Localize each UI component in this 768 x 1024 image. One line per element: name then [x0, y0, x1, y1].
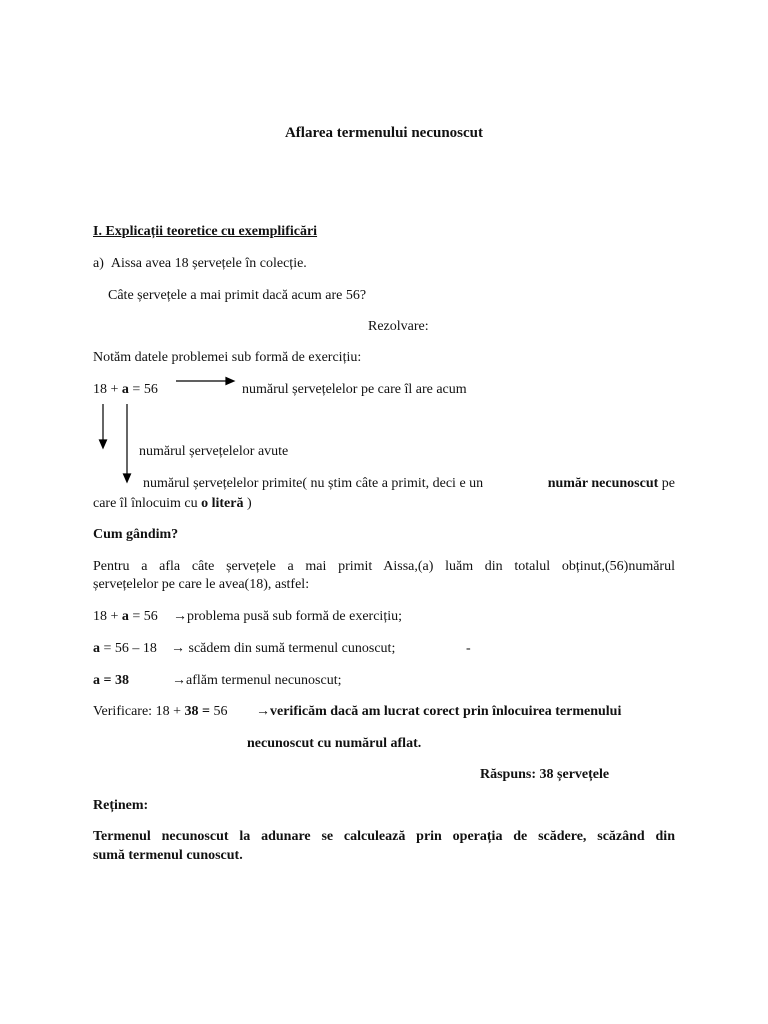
- step-3: a = 38: [93, 673, 129, 688]
- problem-line-2: Câte șervețele a mai primit dacă acum are 56?: [108, 288, 367, 303]
- label-unknown-number: număr necunoscut: [547, 476, 659, 491]
- answer: Răspuns: 38 șervețele: [480, 767, 610, 782]
- arrow-down-icon: [124, 404, 131, 482]
- label-letter: o literă: [201, 496, 244, 511]
- page-title: Aflarea termenului necunoscut: [284, 125, 484, 141]
- step-1-note: →problema pusă sub formă de exercițiu;: [173, 609, 402, 624]
- label-close-paren: ): [246, 496, 252, 511]
- label-received-text-2: care îl înlocuim cu: [93, 496, 198, 511]
- step-1-left: 18 +: [93, 609, 119, 624]
- step-2-variable: a: [93, 641, 100, 656]
- label-received-text: numărul șervețelelor primite( nu știm câte a primit, deci e un: [143, 476, 484, 491]
- label-received-line-1: [143, 475, 675, 493]
- item-marker: a): [93, 256, 104, 271]
- thinking-heading: Cum gândim?: [93, 527, 179, 542]
- equation-num1: 18: [93, 382, 107, 397]
- step-3-note: →aflăm termenul necunoscut;: [172, 673, 342, 688]
- equation-num2: 56: [143, 382, 158, 397]
- arrow-down-icon: [100, 404, 107, 448]
- section-heading: I. Explicații teoretice cu exemplificări: [93, 224, 318, 239]
- step-2: [93, 640, 157, 658]
- step-2-right: = 56 – 18: [103, 641, 157, 656]
- equation-variable: a: [121, 382, 129, 397]
- check-result: 56: [213, 704, 228, 719]
- label-had: numărul șervețelelor avute: [139, 444, 289, 459]
- check-value: 38 =: [184, 704, 210, 719]
- step-1-right: = 56: [132, 609, 158, 624]
- thinking-para-line-2: șervețelelor pe care le avea(18), astfel:: [93, 577, 310, 592]
- label-received-tail: pe: [661, 476, 675, 491]
- notation-intro: Notăm datele problemei sub formă de exercițiu:: [93, 350, 362, 365]
- check-line: [93, 703, 227, 721]
- problem-text-1: Aissa avea 18 șervețele în colecție.: [110, 256, 307, 271]
- thinking-para-line-1: Pentru a afla câte șervețele a mai primit Aissa,(a) luăm din totalul obținut,(56)numărul: [93, 559, 675, 574]
- step-2-note: → scădem din sumă termenul cunoscut;: [171, 641, 396, 656]
- label-total: numărul șervețelelor pe care îl are acum: [242, 382, 467, 397]
- remember-heading: Reținem:: [93, 798, 149, 813]
- resolution-text: Rezolvare:: [368, 319, 429, 334]
- rule-line-1: Termenul necunoscut la adunare se calculează prin operația de scădere, scăzând din: [93, 829, 675, 844]
- label-received-line-2: [93, 495, 252, 513]
- equation-equals: =: [132, 382, 141, 397]
- step-1: [93, 608, 158, 626]
- rule-line-2: sumă termenul cunoscut.: [93, 848, 243, 863]
- check-note-2: necunoscut cu numărul aflat.: [247, 736, 422, 751]
- step-1-variable: a: [121, 609, 129, 624]
- check-label: Verificare: 18 +: [93, 704, 181, 719]
- step-2-dash: -: [466, 641, 471, 656]
- arrow-right-icon: [176, 378, 234, 385]
- check-note-1: →verificăm dacă am lucrat corect prin înlocuirea termenului: [256, 704, 622, 719]
- equation-plus: +: [110, 382, 119, 397]
